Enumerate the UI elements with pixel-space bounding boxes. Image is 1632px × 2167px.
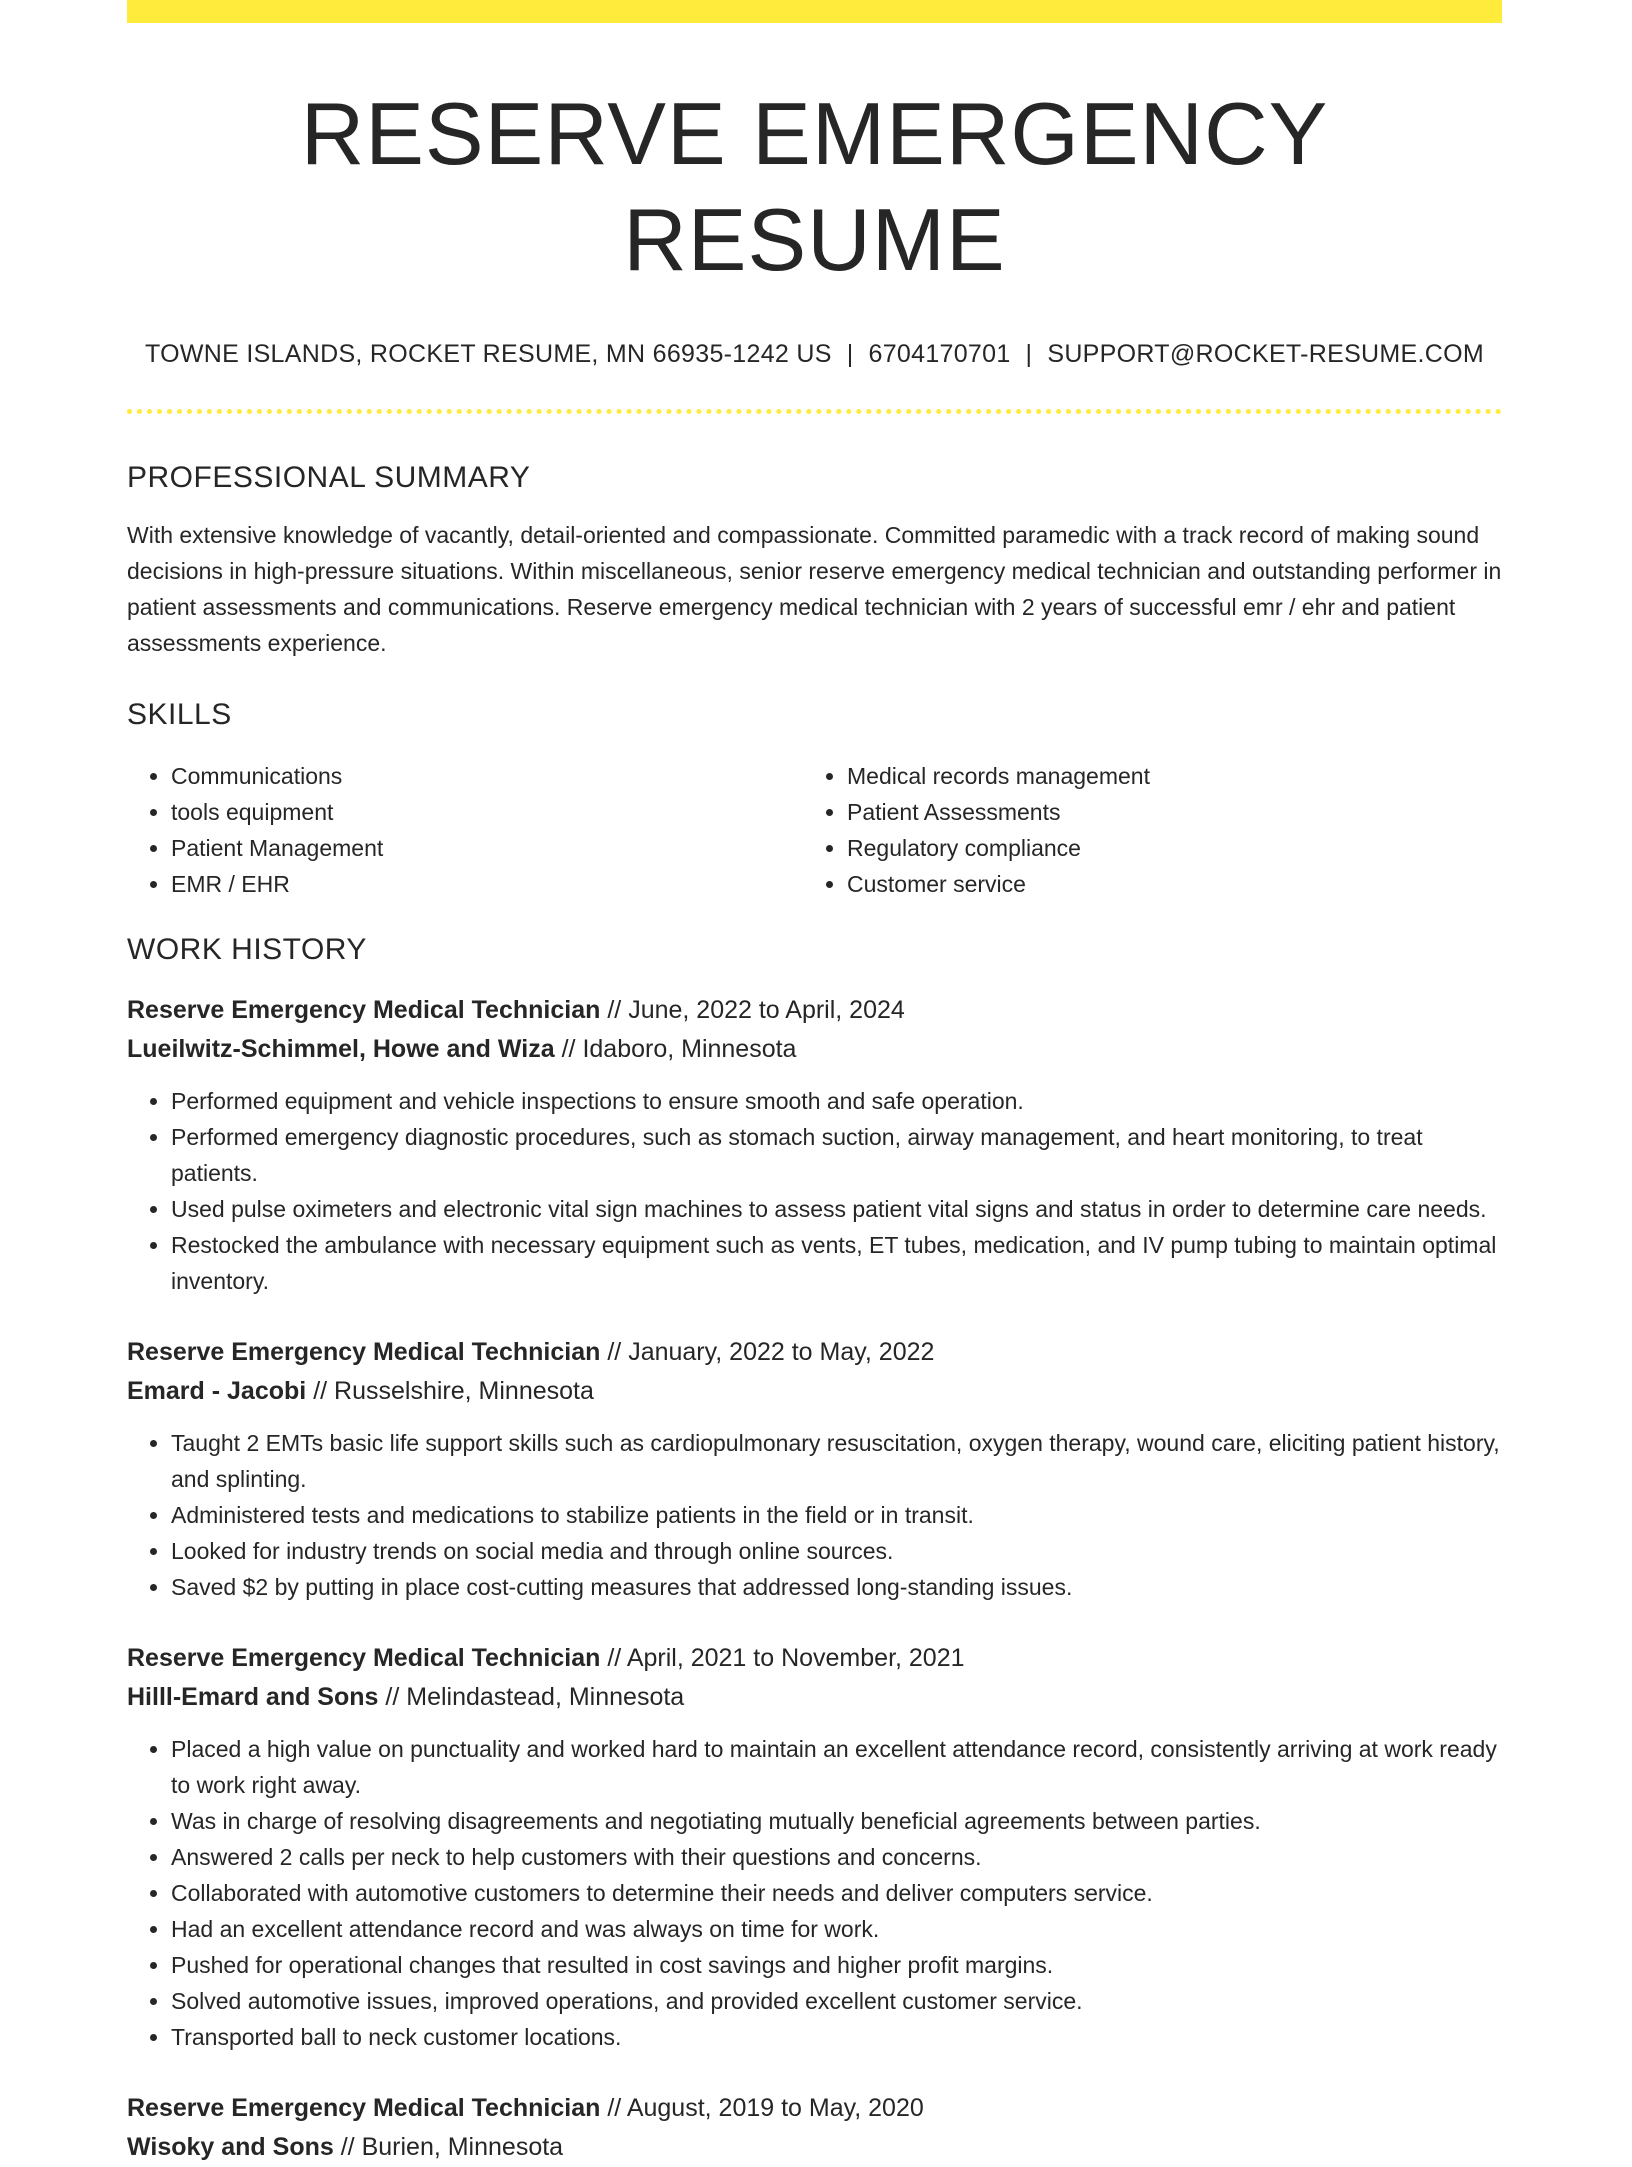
job-bullet: • Restocked the ambulance with necessary equipment such as vents, ET tubes, medication, and IV pump tubing to maintain optimal inventory. bbox=[171, 1227, 1502, 1299]
job-separator: // bbox=[313, 1376, 328, 1405]
job-bullets bbox=[127, 1425, 1502, 1605]
job-separator: // bbox=[561, 1034, 576, 1063]
job-entry bbox=[127, 991, 1502, 1299]
job-bullet: • Performed equipment and vehicle inspections to ensure smooth and safe operation. bbox=[171, 1083, 1502, 1119]
job-dates: January, 2022 to May, 2022 bbox=[628, 1337, 935, 1366]
skill-item: • Regulatory compliance bbox=[847, 830, 1479, 866]
job-separator: // bbox=[340, 2132, 355, 2161]
job-separator: // bbox=[607, 1337, 622, 1366]
job-bullet: • Used pulse oximeters and electronic vital sign machines to assess patient vital signs and status in order to determine care needs. bbox=[171, 1191, 1502, 1227]
summary-text: With extensive knowledge of vacantly, detail-oriented and compassionate. Committed paramedic with a track record of making sound decisions in high-pressure situations. Within miscellaneous, senior reserve emergency medical technician and outstanding performer in patient assessments and communications. Reserve emergency medical technician with 2 years of successful emr / ehr and patient assessments experience. bbox=[127, 521, 1502, 656]
job-separator: // bbox=[385, 1682, 400, 1711]
address: TOWNE ISLANDS, ROCKET RESUME, MN 66935-1242 US bbox=[145, 340, 832, 369]
skills-column-left bbox=[127, 758, 803, 902]
job-bullet: • Taught 2 EMTs basic life support skills such as cardiopulmonary resuscitation, oxygen therapy, wound care, eliciting patient history, and splinting. bbox=[171, 1425, 1502, 1497]
job-entry bbox=[127, 1639, 1502, 2055]
summary-heading: PROFESSIONAL SUMMARY bbox=[127, 460, 531, 494]
job-separator: // bbox=[607, 995, 622, 1024]
job-title: Reserve Emergency Medical Technician bbox=[127, 995, 601, 1024]
job-title: Reserve Emergency Medical Technician bbox=[127, 1337, 601, 1366]
job-entry bbox=[127, 1333, 1502, 1605]
job-company-line bbox=[127, 1678, 1502, 1717]
job-bullets bbox=[127, 1731, 1502, 2055]
skill-item: • Customer service bbox=[847, 866, 1479, 902]
job-location: Burien, Minnesota bbox=[361, 2132, 564, 2161]
job-bullet: • Had an excellent attendance record and was always on time for work. bbox=[171, 1911, 1502, 1947]
contact-line bbox=[127, 338, 1502, 371]
contact-separator: | bbox=[1025, 340, 1033, 369]
job-dates: April, 2021 to November, 2021 bbox=[626, 1643, 965, 1672]
job-company-line bbox=[127, 1030, 1502, 1069]
resume-page bbox=[127, 0, 1502, 2167]
job-dates: August, 2019 to May, 2020 bbox=[626, 2093, 924, 2122]
job-bullet: • Looked for industry trends on social media and through online sources. bbox=[171, 1533, 1502, 1569]
skills-column-right bbox=[803, 758, 1479, 902]
job-company-line bbox=[127, 1372, 1502, 1411]
dotted-divider bbox=[127, 409, 1502, 414]
phone: 6704170701 bbox=[868, 340, 1011, 369]
job-location: Idaboro, Minnesota bbox=[582, 1034, 797, 1063]
job-bullet: • Administered tests and medications to stabilize patients in the field or in transit. bbox=[171, 1497, 1502, 1533]
job-company: Lueilwitz-Schimmel, Howe and Wiza bbox=[127, 1034, 555, 1063]
job-bullet: • Transported ball to neck customer locations. bbox=[171, 2019, 1502, 2055]
skills-list bbox=[127, 758, 1502, 902]
skill-item: • Patient Assessments bbox=[847, 794, 1479, 830]
job-company: Hilll-Emard and Sons bbox=[127, 1682, 379, 1711]
job-location: Melindastead, Minnesota bbox=[406, 1682, 685, 1711]
job-bullet: • Saved $2 by putting in place cost-cutting measures that addressed long-standing issues. bbox=[171, 1569, 1502, 1605]
accent-bar bbox=[127, 0, 1502, 23]
job-location: Russelshire, Minnesota bbox=[334, 1376, 594, 1405]
job-title: Reserve Emergency Medical Technician bbox=[127, 2093, 601, 2122]
skill-item: • Medical records management bbox=[847, 758, 1479, 794]
job-company-line bbox=[127, 2128, 1502, 2167]
job-bullet: • Placed a high value on punctuality and worked hard to maintain an excellent attendance record, consistently arriving at work ready to work right away. bbox=[171, 1731, 1502, 1803]
job-title-line bbox=[127, 2089, 1502, 2128]
skill-item: • Communications bbox=[171, 758, 803, 794]
job-dates: June, 2022 to April, 2024 bbox=[628, 995, 905, 1024]
job-title: Reserve Emergency Medical Technician bbox=[127, 1643, 601, 1672]
work-history-heading: WORK HISTORY bbox=[127, 932, 367, 966]
job-title-line bbox=[127, 1639, 1502, 1678]
job-separator: // bbox=[607, 2093, 622, 2122]
job-bullet: • Collaborated with automotive customers to determine their needs and deliver computers service. bbox=[171, 1875, 1502, 1911]
job-title-line bbox=[127, 991, 1502, 1030]
contact-separator: | bbox=[846, 340, 854, 369]
job-title-line bbox=[127, 1333, 1502, 1372]
resume-name: RESERVE EMERGENCY RESUME bbox=[300, 84, 1329, 289]
job-bullet: • Was in charge of resolving disagreements and negotiating mutually beneficial agreements between parties. bbox=[171, 1803, 1502, 1839]
skill-item: • tools equipment bbox=[171, 794, 803, 830]
job-bullet: • Solved automotive issues, improved operations, and provided excellent customer service. bbox=[171, 1983, 1502, 2019]
email: SUPPORT@ROCKET-RESUME.COM bbox=[1047, 340, 1484, 369]
job-separator: // bbox=[607, 1643, 622, 1672]
job-company: Emard - Jacobi bbox=[127, 1376, 307, 1405]
job-entry bbox=[127, 2089, 1502, 2167]
skill-item: • EMR / EHR bbox=[171, 866, 803, 902]
job-bullets bbox=[127, 1083, 1502, 1299]
job-bullet: • Answered 2 calls per neck to help customers with their questions and concerns. bbox=[171, 1839, 1502, 1875]
skill-item: • Patient Management bbox=[171, 830, 803, 866]
job-company: Wisoky and Sons bbox=[127, 2132, 334, 2161]
skills-heading: SKILLS bbox=[127, 697, 232, 731]
job-bullet: • Pushed for operational changes that resulted in cost savings and higher profit margins. bbox=[171, 1947, 1502, 1983]
job-bullet: • Performed emergency diagnostic procedures, such as stomach suction, airway management, and heart monitoring, to treat patients. bbox=[171, 1119, 1502, 1191]
